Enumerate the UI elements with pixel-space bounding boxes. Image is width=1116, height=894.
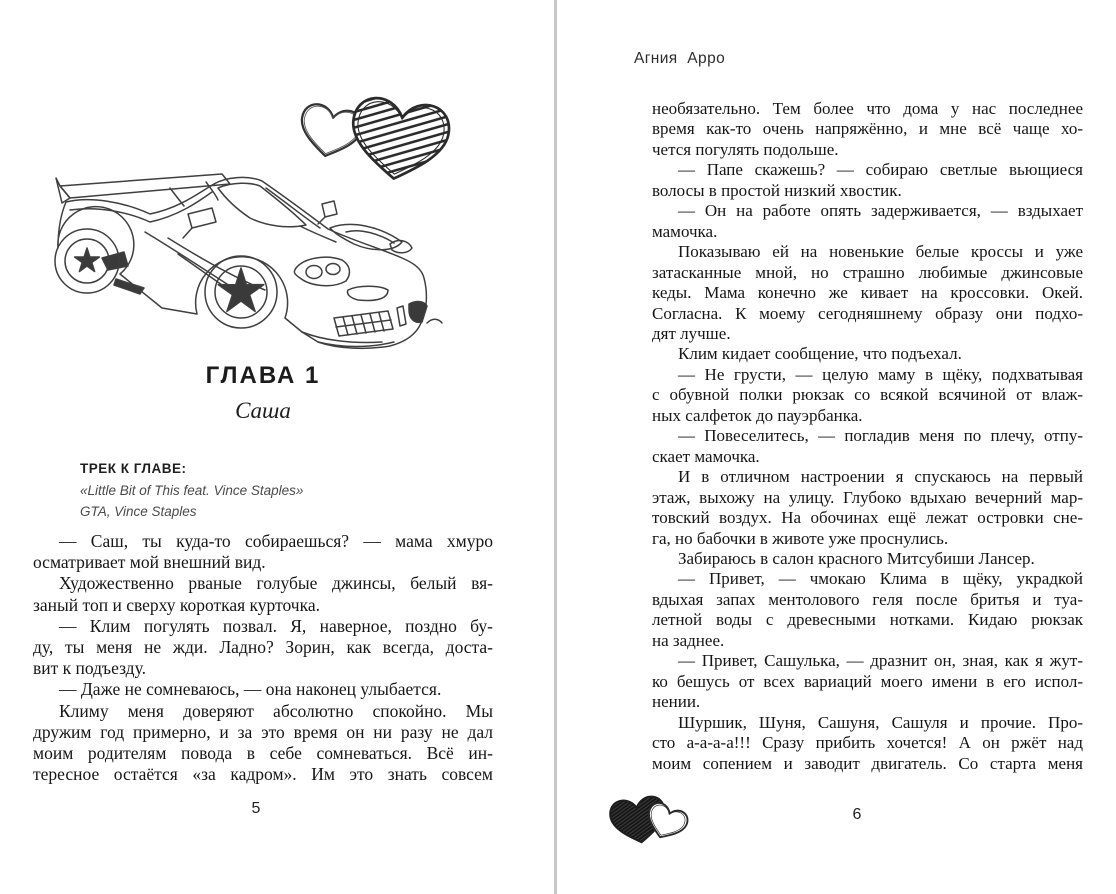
text-line: — Даже не сомневаюсь, — она наконец улыбается.	[59, 679, 442, 700]
text-line: Согласна. К моему сегодняшнему образу они подхо-	[652, 303, 1083, 323]
text-line: — Саш, ты куда-то собираешься? — мама хмуро	[59, 531, 493, 551]
chapter-track-block	[80, 458, 480, 523]
text-line: время как-то очень напряжённо, и мне всё чаще хо-	[652, 119, 1083, 139]
text-line: чется погулять подольше.	[652, 139, 839, 159]
text-line: кеды. Мама конечно же кивает на кроссовки. Окей.	[652, 283, 1083, 303]
text-line: тересное остаётся «за кадром». Им это знать совсем	[33, 764, 493, 785]
text-line: — Папе скажешь? — собираю светлые вьющиеся	[678, 160, 1083, 180]
text-line: вдыхая запах ментолового геля после бритья и туа-	[652, 589, 1083, 609]
text-line: Климу меня доверяют абсолютно спокойно. Мы	[59, 700, 493, 721]
text-line: моим сопением и заводит двигатель. Со старта меня	[652, 753, 1083, 773]
text-line: на заднее.	[652, 630, 725, 650]
text-line: товский воздух. На обочинах ещё лежат островки сне-	[652, 508, 1083, 528]
text-line: — Повеселитесь, — погладив меня по плечу, отпу-	[678, 426, 1083, 446]
text-line: — Клим погулять позвал. Я, наверное, поздно бу-	[59, 615, 493, 636]
car-sketch-illustration	[50, 82, 470, 352]
text-line: — Он на работе опять задерживается, — вздыхает	[678, 201, 1083, 221]
text-line: необязательно. Тем более что дома у нас последнее	[652, 99, 1083, 118]
car-hearts-svg	[50, 82, 470, 352]
left-page-number: 5	[251, 800, 261, 817]
track-title: «Little Bit of This feat. Vince Staples»	[80, 482, 304, 498]
text-line: заный топ и сверху короткая курточка.	[33, 594, 320, 615]
text-line: ко бешусь от всех вариаций моего имени в его испол-	[652, 671, 1083, 691]
hearts-bottom-icon	[600, 785, 700, 863]
text-line: сто а-а-а-а!!! Сразу прибить хочется! А он ржёт над	[652, 733, 1083, 753]
left-page-text	[33, 531, 493, 785]
text-line: Забираюсь в салон красного Митсубиши Лансер.	[678, 548, 1035, 568]
text-line: — Привет, — чмокаю Клима в щёку, украдкой	[678, 569, 1083, 589]
text-line: Клим кидает сообщение, что подъехал.	[678, 344, 962, 364]
text-line: Шуршик, Шуня, Сашуня, Сашуля и прочие. Про-	[678, 712, 1083, 732]
text-line: нении.	[652, 692, 701, 712]
text-line: осматривает мой внешний вид.	[33, 552, 266, 573]
chapter-number: ГЛАВА 1	[205, 362, 321, 389]
chapter-title: Саша	[235, 398, 291, 423]
right-page-number: 6	[852, 806, 862, 823]
text-line: дят лучше.	[652, 323, 731, 343]
text-line: ду, ты меня не жди. Ладно? Зорин, как всегда, доста-	[33, 637, 493, 658]
text-line: летной воды с древесными нотками. Кидаю рюкзак	[652, 610, 1083, 630]
text-line: этаж, выхожу на улицу. Глубоко вдыхаю вечерний мар-	[652, 487, 1083, 507]
running-head-author: Агния Арро	[634, 50, 726, 67]
text-line: волосы в простой низкий хвостик.	[652, 180, 902, 200]
text-line: с обувной полки рюкзак со всякой всячиной от влаж-	[652, 385, 1083, 405]
text-line: ных салфеток до пауэрбанка.	[652, 405, 863, 425]
text-line: скает мамочка.	[652, 446, 760, 466]
text-line: вит к подъезду.	[33, 658, 146, 679]
hearts-bottom-svg	[600, 785, 700, 863]
track-header: ТРЕК К ГЛАВЕ:	[80, 461, 187, 476]
text-line: И в отличном настроении я спускаюсь на первый	[678, 467, 1083, 487]
text-line: — Привет, Сашулька, — дразнит он, зная, как я жут-	[678, 651, 1083, 671]
track-artist: GTA, Vince Staples	[80, 504, 197, 519]
text-line: дружим год примерно, и за это время он ни разу не дал	[33, 721, 493, 742]
text-line: Показываю ей на новенькие белые кроссы и уже	[678, 242, 1083, 262]
page-divider	[554, 0, 557, 894]
text-line: — Не грусти, — целую маму в щёку, подхватывая	[678, 364, 1083, 384]
text-line: га, но бабочки в животе уже проснулись.	[652, 528, 949, 548]
text-line: Художественно рваные голубые джинсы, белый вя-	[59, 573, 493, 594]
text-line: затасканные мной, но страшно любимые джинсовые	[652, 262, 1083, 282]
text-line: моим родителям повода в себе сомневаться. Всё ин-	[33, 743, 493, 764]
right-page-text	[652, 99, 1083, 774]
hearts-top-icon	[295, 95, 452, 185]
text-line: мамочка.	[652, 221, 718, 241]
